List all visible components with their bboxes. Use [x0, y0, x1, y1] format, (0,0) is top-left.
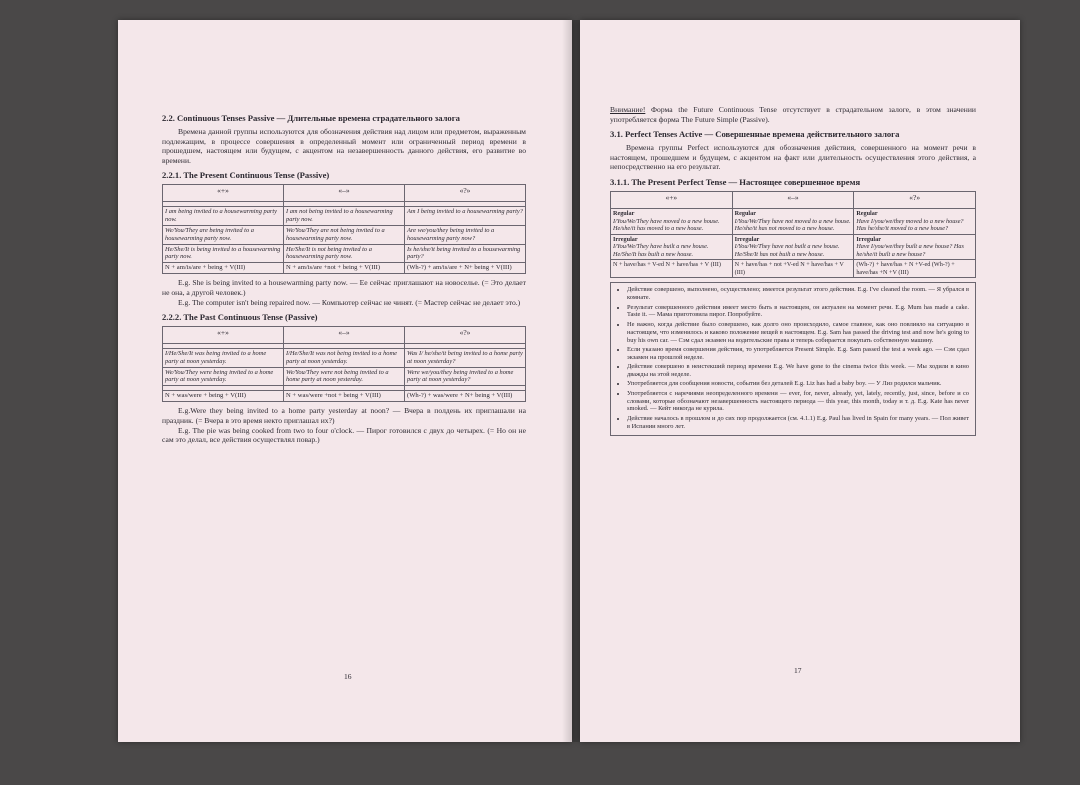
usage-rule-item: • Если указано время совершения действия, то употребляется Present Simple. E.g. Sam passed the test a week ago. — Сэм сдал экзамен на прошлой неделе. — [627, 346, 969, 362]
table-header-plus: «+» — [163, 327, 284, 344]
table-cell: Was I/ he/she/it being invited to a home party at noon yesterday? — [405, 349, 526, 368]
usage-rule-item: • Употребляется для сообщения новости, событии без деталей E.g. Liz has had a baby boy. — У Лиз родился мальчик. — [627, 380, 969, 388]
regular-label: Regular — [856, 209, 878, 217]
table-cell-text: Have I/you/we/they moved to a new house? Has he/she/it moved to a new house? — [856, 217, 964, 233]
heading-present-continuous-passive: 2.2.1. The Present Continuous Tense (Passive) — [162, 170, 330, 181]
left-page — [118, 20, 572, 742]
page-number: 17 — [794, 666, 802, 675]
usage-rule-item: • Действие совершено в неистекший период времени E.g. We have gone to the cinema twice this week. — Мы ходили в кино дважды на этой неделе. — [627, 363, 969, 379]
table-header-minus: «–» — [284, 327, 405, 344]
irregular-label: Irregular — [734, 235, 760, 243]
past-continuous-passive-table — [162, 326, 526, 402]
table-cell-text: I/You/We/They have moved to a new house. He/she/it has moved to a new house. — [613, 217, 720, 233]
table-cell: He/She/It is not being invited to a housewarming party now. — [284, 244, 405, 263]
table-cell — [854, 234, 976, 260]
formula-cell: (Wh-?) + was/were + N+ being + V(III) — [405, 391, 526, 402]
usage-rule-item: • Результат совершенного действия имеет место быть в настоящем, он актуален на момент речи. E.g. Mum has made a cake. Taste it. — Мама приготовила пирог. Попробуйте. — [627, 304, 969, 320]
usage-rules-list — [615, 286, 969, 430]
attention-note — [610, 105, 976, 124]
left-page-content — [162, 108, 526, 445]
formula-cell: N + am/is/are +not + being + V(III) — [284, 263, 405, 274]
section-intro: Времена данной группы используются для обозначения действия над лицом или предметом, выраженным подлежащим, в процессе совершения в определенный момент или ограниченный период времени в прошедшем, настоящем или будущем, с акцентом на незавершенность данного действия, его развитие во времени. — [162, 126, 526, 165]
table-cell — [611, 208, 733, 234]
usage-rule-item: • Действие началось в прошлом и до сих пор продолжается (см. 4.1.1) E.g. Paul has lived in Spain for many years. — Пол живет в Испании много лет. — [627, 415, 969, 431]
regular-label: Regular — [613, 209, 635, 217]
table-cell-text: I/You/We/They have built a new house. He/She/It has built a new house. — [613, 243, 709, 258]
regular-label: Regular — [734, 209, 756, 217]
example-paragraph: E.g.Were they being invited to a home party yesterday at noon? — Вчера в полдень их приглашали на праздник. (= Вчера в это время некто приглашал их?) — [162, 406, 526, 425]
usage-rule-item: • Действие совершено, выполнено, осуществлено; имеется результат этого действия. E.g. I've cleaned the room. — Я убрался в комнате. — [627, 286, 969, 302]
table-cell — [732, 208, 854, 234]
table-cell: I am not being invited to a housewarming party now. — [284, 207, 405, 226]
table-cell: Is he/she/it being invited to a housewarming party? — [405, 244, 526, 263]
section-intro: Времена группы Perfect используются для обозначения действия, совершенного на момент речи в настоящем, прошедшем и будущем, с акцентом на факт или длительность осуществления этого действия, а непосредственно на его результат. — [610, 143, 976, 172]
table-cell: Are we/you/they being invited to a housewarming party now? — [405, 225, 526, 244]
table-header-plus: «+» — [611, 191, 733, 208]
table-cell: We/You/They are not being invited to a housewarming party now. — [284, 225, 405, 244]
table-header-question: «?» — [405, 185, 526, 202]
table-cell-text: Have I/you/we/they built a new house? Has he/she/it built a new house? — [856, 243, 964, 258]
example-paragraph: E.g. The computer isn't being repaired now. — Компьютер сейчас не чинят. (= Мастер сейчас не делает это.) — [178, 297, 521, 307]
section-heading-perfect-active: 3.1. Perfect Tenses Active — Совершенные времена действительного залога — [610, 129, 900, 140]
attention-note-lead: Внимание! — [610, 105, 646, 114]
page-number: 16 — [344, 672, 352, 681]
irregular-label: Irregular — [613, 235, 638, 243]
heading-present-perfect: 3.1.1. The Present Perfect Tense — Настоящее совершенное время — [610, 177, 861, 188]
section-heading-continuous-passive: 2.2. Continuous Tenses Passive — Длительные времена страдательного залога — [162, 113, 460, 123]
table-cell: Were we/you/they being invited to a home party at noon yesterday? — [405, 367, 526, 386]
table-header-minus: «–» — [732, 191, 854, 208]
formula-cell: N + was/were +not + being + V(III) — [284, 391, 405, 402]
table-cell — [611, 234, 733, 260]
table-cell: We/You/They were not being invited to a home party at noon yesterday. — [284, 367, 405, 386]
present-continuous-passive-table — [162, 184, 526, 274]
example-paragraph: E.g. The pie was being cooked from two to four o'clock. — Пирог готовился с двух до четырех. (= Но он не сам это делал, все действия осуществлял повар.) — [162, 425, 526, 445]
table-cell: He/She/It is being invited to a housewarming party now. — [163, 244, 284, 263]
example-paragraph: E.g. She is being invited to a housewarming party now. — Ее сейчас приглашают на новоселье. (= Это делает не она, а другой человек.) — [162, 278, 526, 297]
table-cell: We/You/They were being invited to a home party at noon yesterday. — [163, 367, 284, 386]
table-cell: Am I being invited to a housewarming party? — [405, 207, 526, 226]
usage-rules-box — [610, 282, 976, 436]
right-page — [580, 20, 1020, 742]
table-cell — [732, 234, 854, 260]
table-header-minus: «–» — [284, 185, 405, 202]
table-header-plus: «+» — [163, 185, 284, 202]
formula-cell: N + have/has + not +V-ed N + have/has + V (III) — [732, 260, 854, 278]
table-cell — [854, 208, 976, 234]
usage-rule-item: • Употребляется с наречиями неопределенного времени — ever, for, never, already, yet, lately, recently, just, since, before и со словами, которые обозначают незавершенность настоящего периода — this year, this month, today и т. д. E.g. Kate has never smoked. — Кейт никогда не курила. — [627, 390, 969, 413]
table-header-question: «?» — [854, 191, 976, 208]
heading-past-continuous-passive: 2.2.2. The Past Continuous Tense (Passive) — [162, 312, 318, 323]
table-cell: I/He/She/It was not being invited to a home party at noon yesterday. — [284, 349, 405, 368]
formula-cell: N + was/were + being + V(III) — [163, 391, 284, 402]
table-cell: I am being invited to a housewarming party now. — [163, 207, 284, 226]
irregular-label: Irregular — [856, 235, 881, 243]
table-cell-text: I/You/We/They have not moved to a new house. He/she/it has not moved to a new house. — [734, 217, 851, 233]
usage-rule-item: • Не важно, когда действие было совершено, как долго оно происходило, самое главное, как оно повлияло на ситуацию в настоящем, что изменилось и каково положение вещей в настоящем. E.g. Sam has passed the driving test and now he's going to buy his own car. — Сэм сдал экзамен на водительские права и теперь собирается покупать собственную машину. — [627, 321, 969, 344]
formula-cell: (Wh-?) + have/has + N +V-ed (Wh-?) + have/has +N +V (III) — [854, 260, 976, 278]
table-header-question: «?» — [405, 327, 526, 344]
present-perfect-table — [610, 191, 976, 279]
formula-cell: N + am/is/are + being + V(III) — [163, 263, 284, 274]
right-page-content — [610, 105, 976, 436]
formula-cell: N + have/has + V-ed N + have/has + V (III) — [611, 260, 733, 278]
formula-cell: (Wh-?) + am/is/are + N+ being + V(III) — [405, 263, 526, 274]
table-cell: We/You/They are being invited to a housewarming party now. — [163, 225, 284, 244]
table-cell: I/He/She/It was being invited to a home party at noon yesterday. — [163, 349, 284, 368]
table-cell-text: I/You/We/They have not built a new house. He/She/It has not built a new house. — [734, 243, 840, 258]
attention-note-text: Форма the Future Continuous Tense отсутствует в страдательном залоге, в этом значении употребляется форма The Future Simple (Passive). — [610, 105, 976, 124]
